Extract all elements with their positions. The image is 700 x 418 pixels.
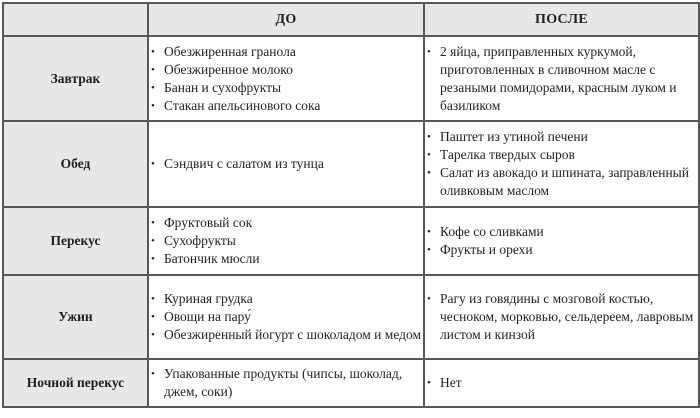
- before-list: [149, 365, 423, 401]
- list-item: • Овощи на пару́: [151, 309, 251, 324]
- list-item: • Стакан апельсинового сока: [151, 97, 321, 113]
- bullet-icon: •: [151, 217, 155, 229]
- list-item: • Тарелка твердых сыров: [427, 147, 575, 162]
- bullet-icon: •: [427, 45, 431, 58]
- table-row-snack: [3, 207, 699, 275]
- list-item: • Сухофрукты: [151, 233, 236, 248]
- header-after: ПОСЛЕ: [424, 3, 699, 36]
- list-item: • Обезжиренная гранола: [151, 43, 296, 59]
- after-cell: [424, 36, 699, 121]
- before-list: [149, 155, 423, 173]
- list-item: • Обезжиренный йогурт с шоколадом и медом: [151, 327, 422, 342]
- bullet-icon: •: [151, 63, 155, 76]
- after-list: [425, 43, 698, 115]
- bullet-icon: •: [151, 158, 155, 170]
- bullet-icon: •: [151, 329, 155, 341]
- before-list: [149, 214, 423, 268]
- meal-label: Ночной перекус: [3, 359, 148, 407]
- bullet-icon: •: [151, 253, 155, 265]
- after-cell: [424, 359, 699, 407]
- table-row-lunch: [3, 121, 699, 207]
- before-cell: [148, 359, 424, 407]
- list-item: • Рагу из говядины с мозговой костью, чесноком, морковью, сельдереем, лавровым листом и кинзой: [427, 291, 694, 342]
- list-item: • Салат из авокадо и шпината, заправленный оливковым маслом: [427, 165, 689, 198]
- bullet-icon: •: [427, 244, 431, 256]
- list-item: • Паштет из утиной печени: [427, 129, 588, 144]
- after-cell: [424, 121, 699, 207]
- list-item: • 2 яйца, приправленных куркумой, приготовленных в сливочном масле с резаными помидорами, красным луком и базиликом: [427, 43, 677, 113]
- bullet-icon: •: [151, 235, 155, 247]
- table-row-dinner: [3, 275, 699, 359]
- list-item: • Нет: [427, 375, 462, 390]
- before-cell: [148, 36, 424, 121]
- bullet-icon: •: [427, 167, 431, 179]
- list-item: • Куриная грудка: [151, 291, 253, 306]
- table-row-night-snack: [3, 359, 699, 407]
- bullet-icon: •: [151, 99, 155, 112]
- bullet-icon: •: [151, 81, 155, 94]
- list-item: • Фрукты и орехи: [427, 242, 533, 257]
- after-list: [425, 374, 698, 392]
- bullet-icon: •: [151, 368, 155, 380]
- before-cell: [148, 275, 424, 359]
- list-item: • Обезжиренное молоко: [151, 61, 293, 77]
- list-item: • Упакованные продукты (чипсы, шоколад, джем, соки): [151, 366, 403, 399]
- meal-label: Обед: [3, 121, 148, 207]
- header-corner: [3, 3, 148, 36]
- after-list: [425, 223, 698, 259]
- bullet-icon: •: [427, 131, 431, 143]
- table-row-breakfast: [3, 36, 699, 121]
- before-list: [149, 290, 423, 344]
- list-item: • Фруктовый сок: [151, 215, 253, 230]
- meal-label: Завтрак: [3, 36, 148, 121]
- bullet-icon: •: [151, 293, 155, 305]
- bullet-icon: •: [427, 226, 431, 238]
- before-list: [149, 43, 423, 115]
- after-cell: [424, 275, 699, 359]
- header-before: ДО: [148, 3, 424, 36]
- bullet-icon: •: [427, 293, 431, 305]
- before-cell: [148, 207, 424, 275]
- after-list: [425, 290, 698, 344]
- bullet-icon: •: [151, 45, 155, 58]
- after-list: [425, 128, 698, 200]
- diet-comparison-table: [2, 2, 700, 408]
- list-item: • Банан и сухофрукты: [151, 79, 282, 95]
- header-row: [3, 3, 699, 36]
- before-cell: [148, 121, 424, 207]
- meal-label: Ужин: [3, 275, 148, 359]
- bullet-icon: •: [427, 377, 431, 389]
- list-item: • Сэндвич с салатом из тунца: [151, 156, 324, 171]
- list-item: • Батончик мюсли: [151, 251, 260, 266]
- bullet-icon: •: [427, 149, 431, 161]
- after-cell: [424, 207, 699, 275]
- bullet-icon: •: [151, 311, 155, 323]
- list-item: • Кофе со сливками: [427, 224, 544, 239]
- meal-label: Перекус: [3, 207, 148, 275]
